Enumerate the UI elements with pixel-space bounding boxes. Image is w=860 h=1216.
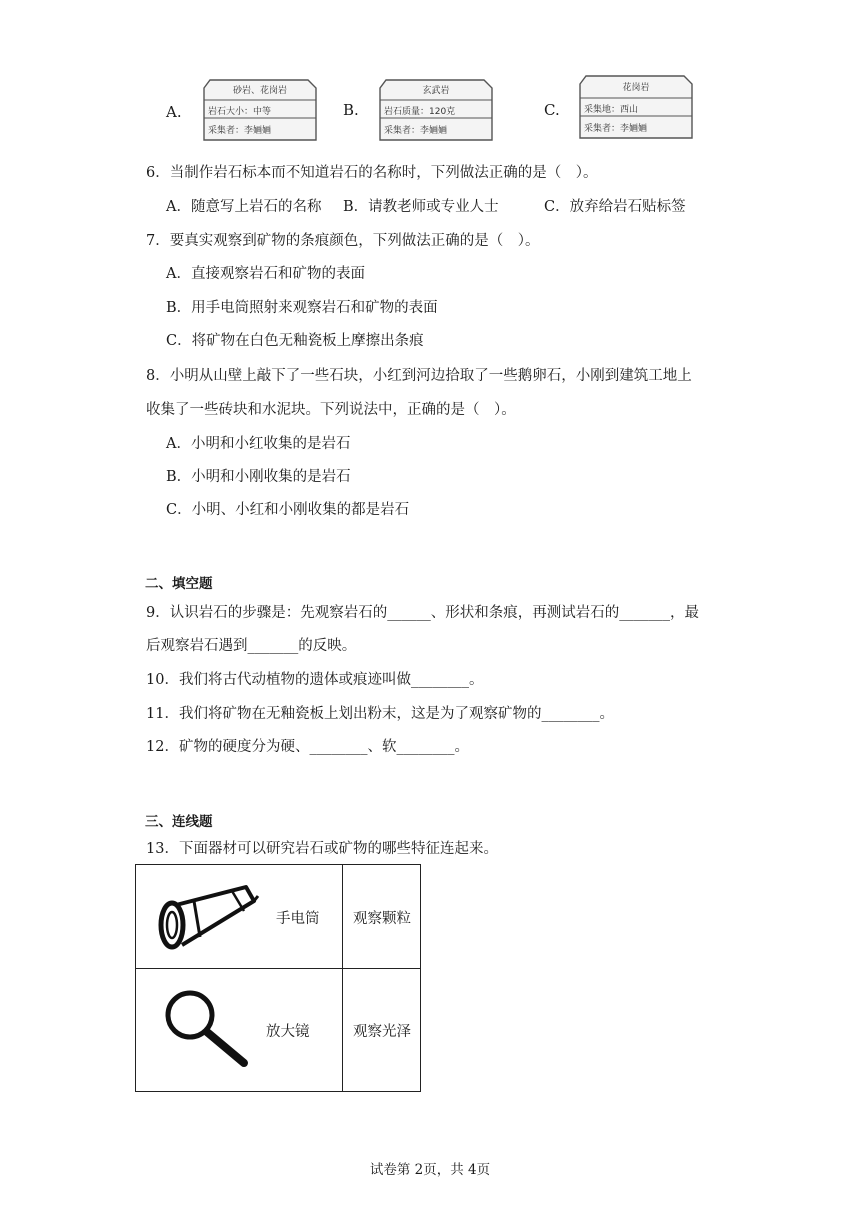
tool-label-magnifier: 放大镜: [266, 1024, 310, 1040]
label-a-row2: 采集者：李婳婳: [208, 126, 272, 136]
q7-option-b: B．用手电筒照射来观察岩石和矿物的表面: [166, 300, 438, 316]
page-footer: 试卷第 2页，共 4页: [369, 1162, 491, 1178]
q6-option-b: B．请教老师或专业人士: [343, 199, 499, 215]
q8-option-b: B．小明和小刚收集的是岩石: [166, 469, 351, 485]
magnifier-icon: [158, 987, 258, 1073]
q9-line1: 9．认识岩石的步骤是：先观察岩石的______、形状和条痕，再测试岩石的_______，最: [146, 605, 699, 621]
tool-label-flashlight: 手电筒: [276, 911, 320, 927]
q6-option-a: A．随意写上岩石的名称: [166, 199, 322, 215]
q10: 10．我们将古代动植物的遗体或痕迹叫做________。: [146, 672, 484, 688]
q7-stem: 7．要真实观察到矿物的条痕颜色，下列做法正确的是（ ）。: [146, 233, 540, 249]
section3-heading: 三、连线题: [145, 814, 213, 830]
specimen-label-a: [196, 78, 322, 142]
q8-option-a: A．小明和小红收集的是岩石: [166, 436, 351, 452]
specimen-label-c: [572, 74, 698, 140]
label-c-row1: 采集地：西山: [584, 105, 639, 115]
label-c-row2: 采集者：李婳婳: [584, 124, 648, 134]
feature-label-grain: 观察颗粒: [353, 911, 411, 927]
specimen-label-b: [372, 78, 498, 142]
flashlight-icon: [154, 881, 262, 955]
matching-table: [135, 864, 421, 1092]
q11: 11．我们将矿物在无釉瓷板上划出粉末，这是为了观察矿物的________。: [146, 706, 614, 722]
label-b-row1: 岩石质量：120克: [384, 107, 456, 117]
feature-label-luster: 观察光泽: [353, 1024, 411, 1040]
option-letter-c: C.: [544, 101, 560, 119]
option-letter-b: B.: [343, 101, 359, 119]
q6-stem: 6．当制作岩石标本而不知道岩石的名称时，下列做法正确的是（ ）。: [146, 165, 598, 181]
table-row-divider: [136, 968, 420, 969]
q7-option-a: A．直接观察岩石和矿物的表面: [166, 266, 365, 282]
label-b-row2: 采集者：李婳婳: [384, 126, 448, 136]
label-a-row1: 岩石大小：中等: [208, 107, 272, 117]
label-a-title: 砂岩、花岗岩: [232, 86, 288, 96]
q9-line2: 后观察岩石遇到_______的反映。: [146, 638, 357, 654]
label-c-title: 花岗岩: [622, 83, 650, 93]
q8-stem-line1: 8．小明从山壁上敲下了一些石块，小红到河边拾取了一些鹅卵石，小刚到建筑工地上: [146, 368, 692, 384]
q8-stem-line2: 收集了一些砖块和水泥块。下列说法中，正确的是（ ）。: [146, 402, 516, 418]
q8-option-c: C．小明、小红和小刚收集的都是岩石: [166, 502, 410, 518]
option-letter-a: A.: [166, 103, 182, 121]
table-column-divider: [342, 865, 343, 1091]
section2-heading: 二、填空题: [145, 576, 213, 592]
q6-option-c: C．放弃给岩石贴标签: [544, 199, 686, 215]
label-b-title: 玄武岩: [422, 86, 450, 96]
q13-stem: 13．下面器材可以研究岩石或矿物的哪些特征连起来。: [146, 841, 498, 857]
q12: 12．矿物的硬度分为硬、________、软________。: [146, 739, 469, 755]
q7-option-c: C．将矿物在白色无釉瓷板上摩擦出条痕: [166, 333, 424, 349]
